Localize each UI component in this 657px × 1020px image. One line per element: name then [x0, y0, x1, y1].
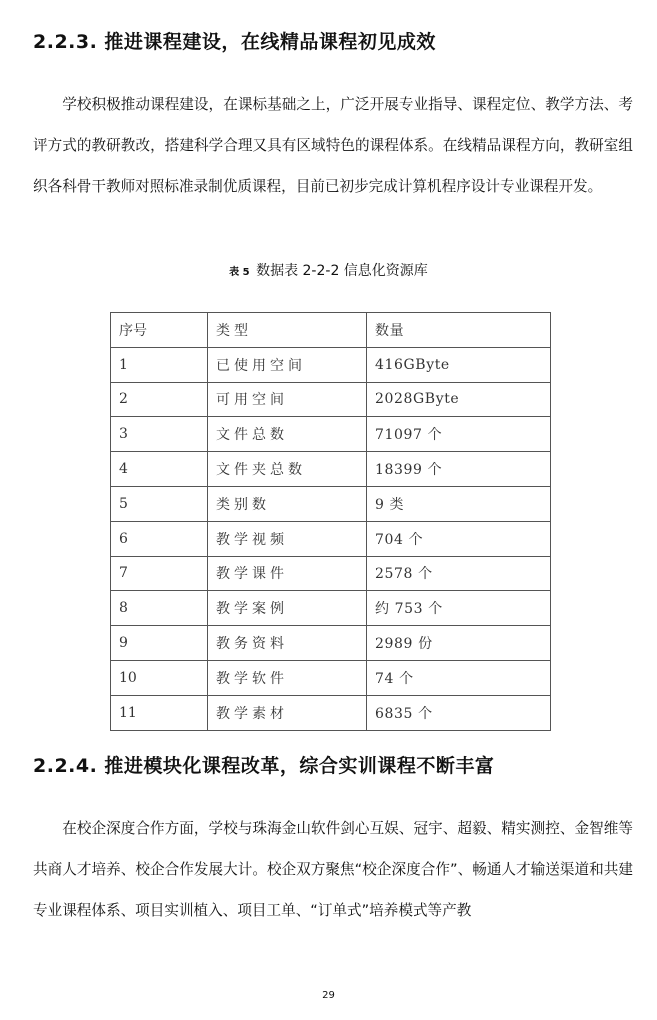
table-caption-prefix: 表 5: [229, 267, 250, 278]
cell-type: 已使用空间: [208, 347, 367, 382]
cell-index: 9: [111, 626, 208, 661]
cell-quantity: 71097 个: [367, 417, 551, 452]
table-row: [111, 591, 551, 626]
cell-type: 类别数: [208, 486, 367, 521]
table-caption: [0, 260, 657, 280]
header-quantity: 数量: [367, 313, 551, 348]
table-row: [111, 626, 551, 661]
cell-type: 教学案例: [208, 591, 367, 626]
table-row: [111, 695, 551, 730]
header-index: 序号: [111, 313, 208, 348]
cell-quantity: 2578 个: [367, 556, 551, 591]
section-2-2-3-paragraph: 学校积极推动课程建设，在课标基础之上，广泛开展专业指导、课程定位、教学方法、考评方式的教研教改，搭建科学合理又具有区域特色的课程体系。在线精品课程方向，教研室组织各科骨干教师对照标准录制优质课程，目前已初步完成计算机程序设计专业课程开发。: [33, 96, 633, 195]
resource-table: [110, 312, 551, 731]
table-row: [111, 417, 551, 452]
cell-quantity: 704 个: [367, 521, 551, 556]
table-caption-text: 数据表 2-2-2 信息化资源库: [256, 263, 428, 279]
table-row: [111, 660, 551, 695]
cell-index: 8: [111, 591, 208, 626]
page-number: 29: [322, 990, 335, 1001]
section-2-2-4-paragraph: 在校企深度合作方面，学校与珠海金山软件剑心互娱、冠宇、超毅、精实测控、金智维等共商人才培养、校企合作发展大计。校企双方聚焦“校企深度合作”、畅通人才输送渠道和共建专业课程体系、项目实训植入、项目工单、“订单式”培养模式等产教: [33, 820, 633, 919]
cell-type: 文件总数: [208, 417, 367, 452]
cell-type: 教学课件: [208, 556, 367, 591]
cell-index: 10: [111, 660, 208, 695]
cell-quantity: 2989 份: [367, 626, 551, 661]
cell-type: 文件夹总数: [208, 452, 367, 487]
cell-type: 可用空间: [208, 382, 367, 417]
cell-type: 教学素材: [208, 695, 367, 730]
table-row: [111, 382, 551, 417]
cell-index: 5: [111, 486, 208, 521]
cell-quantity: 约 753 个: [367, 591, 551, 626]
cell-index: 7: [111, 556, 208, 591]
cell-type: 教学视频: [208, 521, 367, 556]
cell-index: 4: [111, 452, 208, 487]
cell-index: 11: [111, 695, 208, 730]
table-row: [111, 521, 551, 556]
cell-index: 6: [111, 521, 208, 556]
section-2-2-4-heading: 2.2.4. 推进模块化课程改革，综合实训课程不断丰富: [33, 755, 495, 777]
cell-quantity: 6835 个: [367, 695, 551, 730]
cell-type: 教务资料: [208, 626, 367, 661]
cell-index: 3: [111, 417, 208, 452]
cell-quantity: 18399 个: [367, 452, 551, 487]
cell-quantity: 74 个: [367, 660, 551, 695]
table-row: [111, 347, 551, 382]
table-row: [111, 556, 551, 591]
table-header-row: [111, 313, 551, 348]
cell-quantity: 2028GByte: [367, 382, 551, 417]
section-2-2-3-heading: 2.2.3. 推进课程建设，在线精品课程初见成效: [33, 31, 436, 53]
cell-type: 教学软件: [208, 660, 367, 695]
header-type: 类型: [208, 313, 367, 348]
cell-index: 1: [111, 347, 208, 382]
cell-quantity: 416GByte: [367, 347, 551, 382]
table-row: [111, 452, 551, 487]
cell-quantity: 9 类: [367, 486, 551, 521]
table-row: [111, 486, 551, 521]
cell-index: 2: [111, 382, 208, 417]
